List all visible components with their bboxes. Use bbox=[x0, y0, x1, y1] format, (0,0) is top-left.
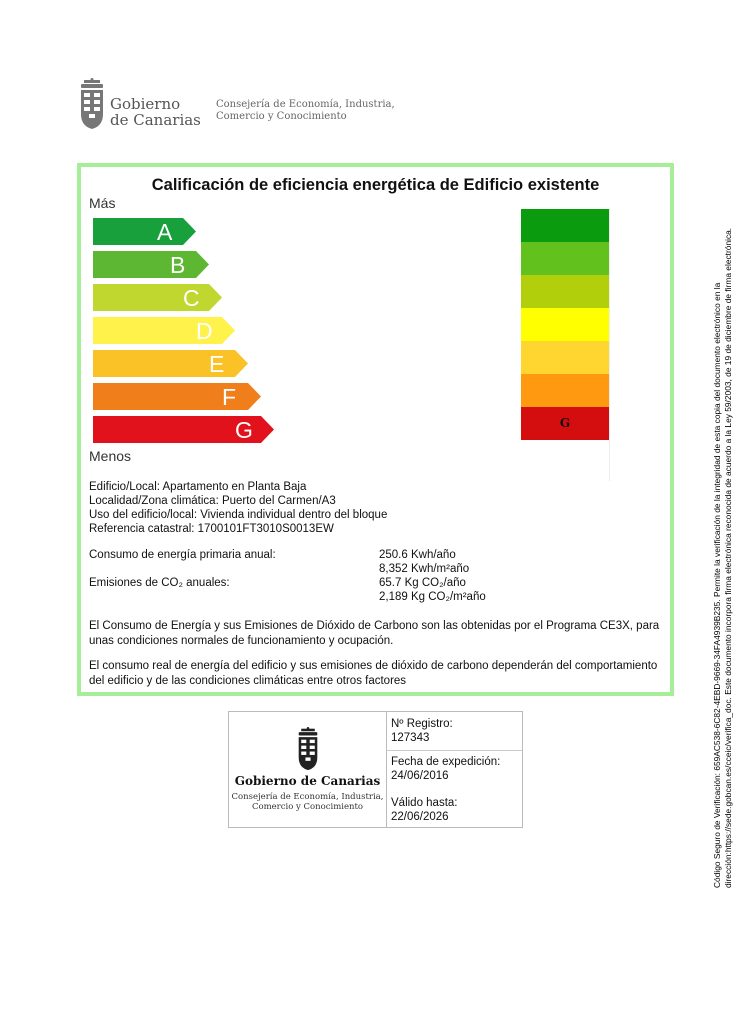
rating-scale bbox=[521, 209, 609, 440]
emisiones-value bbox=[379, 576, 486, 604]
registro-cell bbox=[387, 717, 522, 745]
registry-logo-block bbox=[229, 712, 387, 827]
verification-line1: Código Seguro de Verificación: 659AC538-6C82-4EBD-9669-34FA4939B235. Permite la verificación de la integridad de esta copia del documento electrónico en la bbox=[712, 282, 722, 888]
emisiones-value-annual: 65.7 Kg CO₂/año bbox=[379, 577, 466, 589]
building-info-line: Uso del edificio/local: Vivienda individual dentro del bloque bbox=[89, 509, 388, 521]
registry-gov-name: Gobierno de Canarias bbox=[234, 774, 381, 788]
energy-band-letter: B bbox=[170, 252, 186, 278]
valido-value: 22/06/2026 bbox=[391, 811, 449, 823]
consumo-value-area: 8,352 Kwh/m²año bbox=[379, 563, 470, 575]
verification-line2: dirección:https://sede.gobcan.es/cceic/verifica_doc. Este documento incorpora firma electrónica reconocida de acuerdo a la Ley 59/2003, de 19 de diciembre de firma electrónica. bbox=[723, 227, 733, 888]
valido-label: Válido hasta: bbox=[391, 797, 458, 809]
energy-band-letter: C bbox=[183, 285, 200, 311]
registro-label: Nº Registro: bbox=[391, 718, 453, 730]
registry-dept-line2: Comercio y Conocimiento bbox=[251, 802, 364, 812]
scale-cell-g bbox=[521, 407, 609, 440]
dept-line2: Comercio y Conocimiento bbox=[216, 111, 347, 122]
registry-department bbox=[229, 792, 386, 812]
expedicion-cell bbox=[387, 755, 522, 783]
note-real-consumption: El consumo real de energía del edificio y sus emisiones de dióxido de carbono dependerán del comportamiento del edificio y de las condiciones climáticas entre otros factores bbox=[89, 660, 658, 687]
registry-dept-line1: Consejería de Economía, Industria, bbox=[231, 792, 384, 802]
energy-band-g bbox=[93, 416, 275, 443]
energy-band-letter: G bbox=[235, 417, 253, 443]
expedicion-value: 24/06/2016 bbox=[391, 770, 449, 782]
building-info bbox=[89, 480, 387, 536]
building-info-line: Referencia catastral: 1700101FT3010S0013EW bbox=[89, 523, 334, 535]
scale-cell-a bbox=[521, 209, 609, 242]
energy-band-letter: D bbox=[196, 318, 213, 344]
scale-cell-f bbox=[521, 374, 609, 407]
dept-line1: Consejería de Economía, Industria, bbox=[216, 99, 395, 110]
scale-cell-b bbox=[521, 242, 609, 275]
energy-band-c bbox=[93, 284, 223, 311]
energy-band-d bbox=[93, 317, 236, 344]
building-info-line: Localidad/Zona climática: Puerto del Carmen/A3 bbox=[89, 495, 336, 507]
scale-cell-e bbox=[521, 341, 609, 374]
consumo-value bbox=[379, 548, 469, 576]
registry-divider bbox=[387, 750, 522, 751]
gobierno-canarias-shield-icon bbox=[78, 78, 106, 130]
rating-marker: G bbox=[559, 416, 571, 430]
building-info-line: Edificio/Local: Apartamento en Planta Baja bbox=[89, 481, 307, 493]
consumo-label: Consumo de energía primaria anual: bbox=[89, 549, 276, 561]
emisiones-label: Emisiones de CO₂ anuales: bbox=[89, 577, 230, 589]
certificate-title: Calificación de eficiencia energética de Edificio existente bbox=[151, 176, 600, 194]
mas-label: Más bbox=[89, 195, 116, 211]
expedicion-label: Fecha de expedición: bbox=[391, 756, 501, 768]
energy-band-letter: A bbox=[157, 219, 173, 245]
gobierno-canarias-shield-icon bbox=[296, 727, 320, 771]
scale-cell-d bbox=[521, 308, 609, 341]
energy-band-b bbox=[93, 251, 210, 278]
energy-band-a bbox=[93, 218, 197, 245]
registry-box bbox=[228, 711, 523, 828]
registro-value: 127343 bbox=[391, 732, 430, 744]
energy-band-f bbox=[93, 383, 262, 410]
consumo-value-annual: 250.6 Kwh/año bbox=[379, 549, 456, 561]
menos-label: Menos bbox=[89, 448, 132, 464]
emisiones-value-area: 2,189 Kg CO₂/m²año bbox=[379, 591, 486, 603]
gov-name-line2: de Canarias bbox=[110, 111, 201, 129]
gov-department bbox=[216, 99, 395, 123]
note-ce3x: El Consumo de Energía y sus Emisiones de Dióxido de Carbono son las obtenidas por el Programa CE3X, para unas condiciones normales de funcionamiento y ocupación. bbox=[89, 620, 660, 647]
gov-name bbox=[110, 96, 201, 128]
scale-gridline bbox=[609, 209, 610, 481]
energy-certificate-panel bbox=[77, 163, 674, 696]
scale-cell-c bbox=[521, 275, 609, 308]
valido-cell bbox=[387, 796, 522, 824]
energy-band-letter: E bbox=[209, 351, 225, 377]
energy-band-letter: F bbox=[222, 384, 237, 410]
energy-band-e bbox=[93, 350, 249, 377]
gov-name-line1: Gobierno bbox=[110, 95, 181, 113]
verification-side-text bbox=[712, 128, 734, 888]
